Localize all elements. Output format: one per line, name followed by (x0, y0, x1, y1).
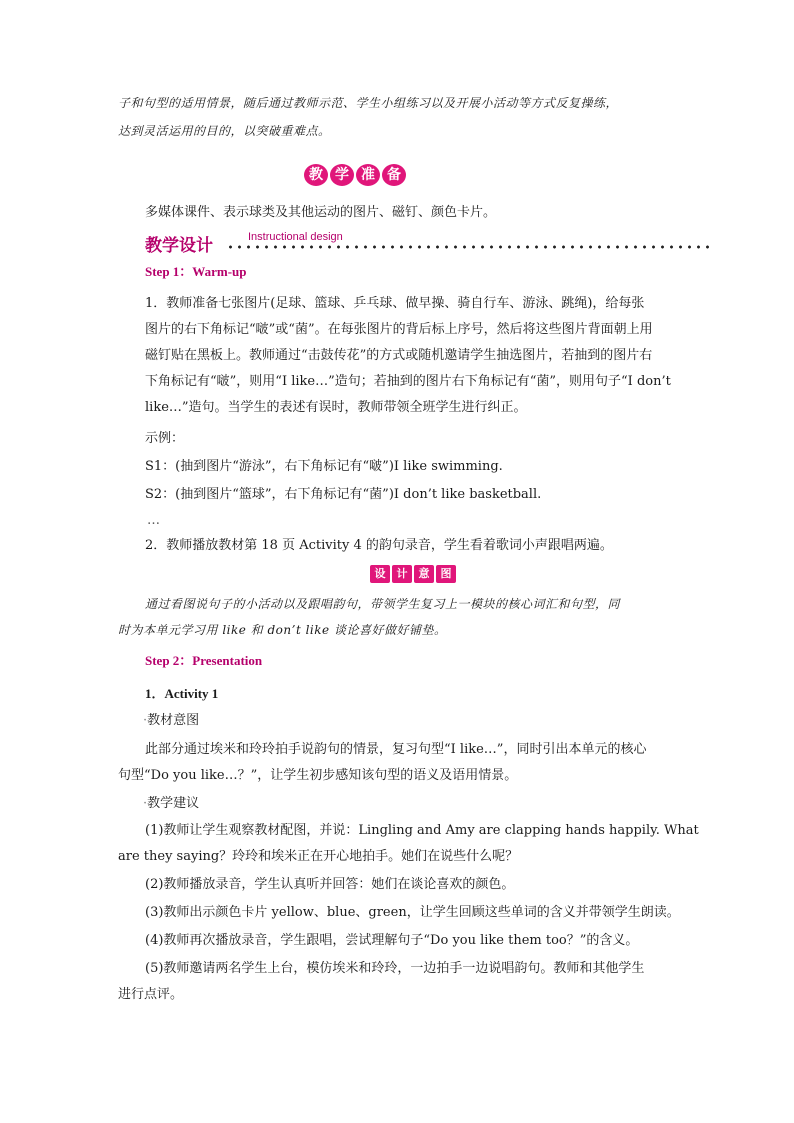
advice-line: (4)教师再次播放录音，学生跟唱，尝试理解句子“Do you like them too？”的含义。 (145, 933, 639, 948)
advice-line: are they saying？玲玲和埃米正在开心地拍手。她们在说些什么呢？ (118, 849, 519, 864)
badge-char: 学 (330, 164, 354, 186)
example-s1: S1：(抽到图片“游泳”，右下角标记有“啵”)I like swimming. (145, 459, 503, 474)
dotted-rule (226, 244, 710, 250)
example-label: 示例： (145, 431, 185, 446)
badge-char: 意 (414, 565, 434, 583)
step1-paragraph-line: like…”造句。当学生的表述有误时，教师带领全班学生进行纠正。 (145, 400, 527, 415)
advice-line: (2)教师播放录音，学生认真听并回答：她们在谈论喜欢的颜色。 (145, 877, 515, 892)
badge-char: 教 (304, 164, 328, 186)
bullet-icon: · (143, 713, 148, 728)
badge-char: 准 (356, 164, 380, 186)
step1-paragraph-line: 1．教师准备七张图片(足球、篮球、乒乓球、做早操、骑自行车、游泳、跳绳)，给每张 (145, 296, 645, 311)
intent-paragraph-line: 句型“Do you like…？”，让学生初步感知该句型的语义及语用情景。 (118, 768, 518, 783)
design-heading: 教学设计 (145, 236, 213, 256)
preparation-text: 多媒体课件、表示球类及其他运动的图片、磁钉、颜色卡片。 (145, 205, 497, 220)
advice-line: (3)教师出示颜色卡片 yellow、blue、green，让学生回顾这些单词的含义并带领学生朗读。 (145, 905, 680, 920)
bullet-icon: · (143, 796, 148, 811)
label-text: 教学建议 (147, 796, 200, 811)
intent-line-1: 通过看图说句子的小活动以及跟唱韵句，带领学生复习上一模块的核心词汇和句型，同 (145, 597, 621, 611)
example-s2: S2：(抽到图片“篮球”，右下角标记有“菌”)I don’t like basketball. (145, 487, 542, 502)
activity-1-title: 1．Activity 1 (145, 686, 219, 701)
badge-char: 图 (436, 565, 456, 583)
ellipsis: … (147, 513, 160, 528)
step1-paragraph-line: 磁钉贴在黑板上。教师通过“击鼓传花”的方式或随机邀请学生抽选图片，若抽到的图片右 (145, 348, 653, 363)
step1-item-2: 2．教师播放教材第 18 页 Activity 4 的韵句录音，学生看着歌词小声跟唱两遍。 (145, 538, 613, 553)
intent-line-2: 时为本单元学习用 like 和 don’t like 谈论喜好做好铺垫。 (118, 623, 447, 637)
advice-line: 进行点评。 (118, 987, 184, 1002)
step-1-title: Step 1：Warm-up (145, 264, 247, 279)
advice-line: (5)教师邀请两名学生上台，模仿埃米和玲玲，一边拍手一边说唱韵句。教师和其他学生 (145, 961, 645, 976)
step1-paragraph-line: 图片的右下角标记“啵”或“菌”。在每张图片的背后标上序号，然后将这些图片背面朝上用 (145, 322, 653, 337)
teaching-preparation-badge (303, 164, 407, 186)
design-heading-en: Instructional design (248, 231, 343, 243)
intro-line-1: 子和句型的适用情景，随后通过教师示范、学生小组练习以及开展小活动等方式反复操练， (118, 96, 619, 110)
advice-line: (1)教师让学生观察教材配图，并说：Lingling and Amy are clapping hands happily. What (145, 823, 699, 838)
step-2-title: Step 2：Presentation (145, 653, 263, 668)
intent-paragraph-line: 此部分通过埃米和玲玲拍手说韵句的情景，复习句型“I like…”，同时引出本单元的核心 (145, 742, 647, 757)
step1-paragraph-line: 下角标记有“啵”，则用“I like…”造句；若抽到的图片右下角标记有“菌”，则用句子“I don’t (145, 374, 671, 389)
label-text: 教材意图 (147, 713, 200, 728)
intro-line-2: 达到灵活运用的目的，以突破重难点。 (118, 124, 331, 138)
badge-char: 备 (382, 164, 406, 186)
textbook-intent-label (143, 712, 199, 730)
teaching-advice-label (143, 795, 199, 813)
badge-char: 计 (392, 565, 412, 583)
design-intent-badge (369, 565, 457, 583)
badge-char: 设 (370, 565, 390, 583)
